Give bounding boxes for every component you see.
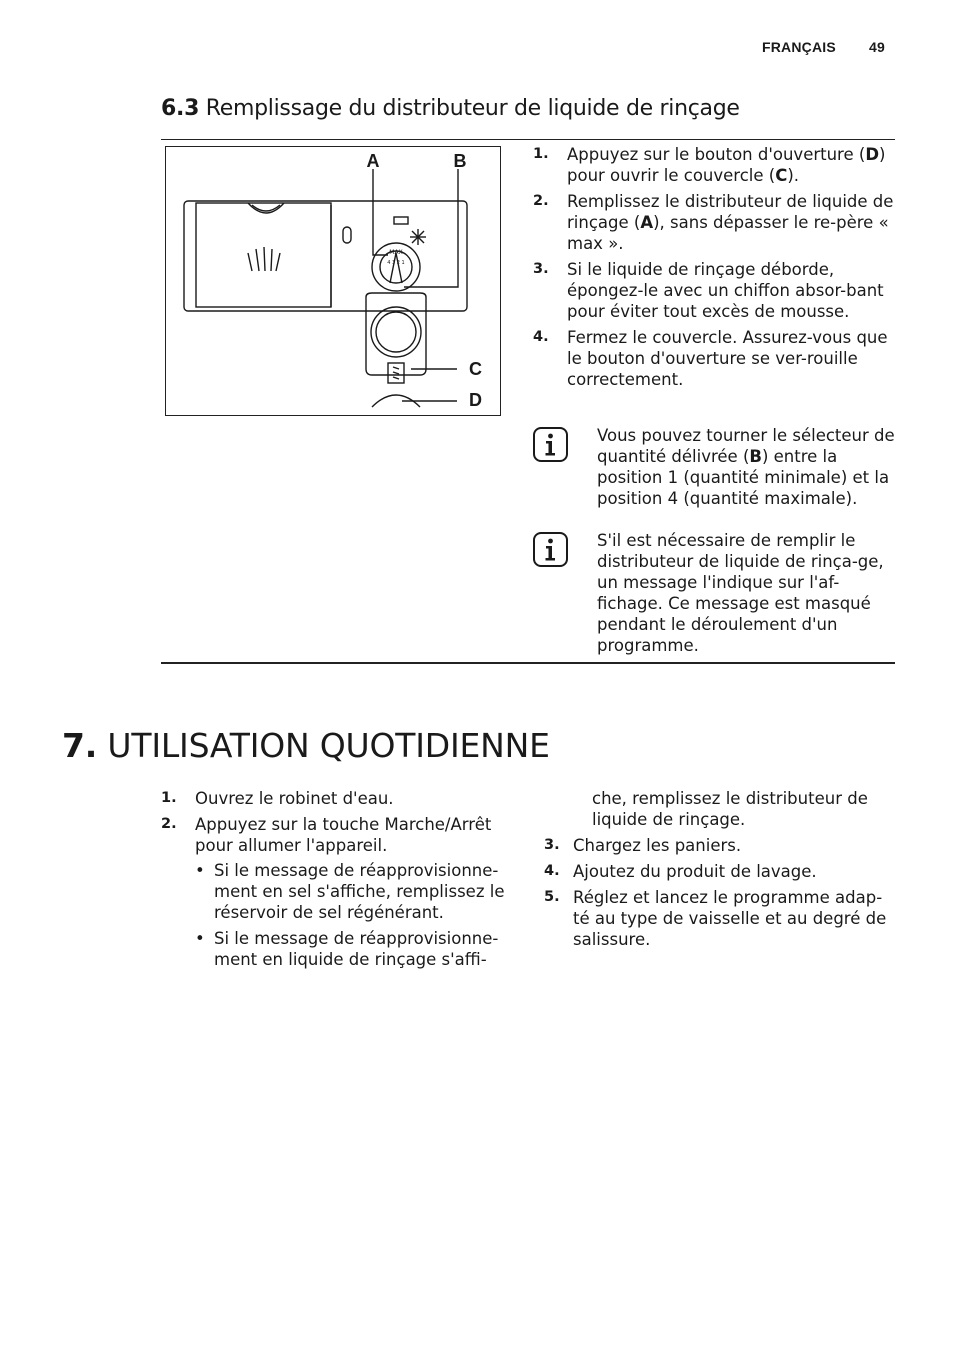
list-item: • Si le message de réapprovisionne-ment en liquide de rinçage s'affi- — [195, 928, 506, 970]
chapter-title — [62, 726, 550, 765]
daily-use-right-column — [544, 788, 896, 955]
list-item: 3. Si le liquide de rinçage déborde, épongez-le avec un chiffon absor-bant pour éviter tout excès de mousse. — [533, 260, 884, 321]
step-number: 2. — [533, 193, 549, 209]
list-item: 1. Ouvrez le robinet d'eau. — [161, 789, 394, 808]
dial-pointer — [390, 253, 402, 283]
step-number: 4. — [544, 863, 560, 879]
info-icon — [533, 532, 568, 567]
lid-c — [366, 293, 426, 311]
daily-use-left-column — [161, 788, 506, 975]
bullet-continuation: che, remplissez le distributeur de liquide de rinçage. — [592, 789, 868, 829]
bullet-list — [195, 860, 506, 970]
label-b: B — [453, 151, 467, 171]
step-number: 2. — [161, 816, 177, 832]
info-icon — [533, 427, 568, 462]
step-number: 4. — [533, 329, 549, 345]
tank-symbol — [394, 217, 408, 224]
leader-a — [373, 169, 388, 255]
indicator-window — [343, 227, 351, 243]
section-rule-top — [161, 139, 895, 140]
list-item: 2. Remplissez le distributeur de liquide de rinçage (A), sans dépasser le re-père « max ». — [533, 192, 894, 253]
dial-max-text: MAX — [389, 249, 403, 256]
label-c: C — [469, 359, 482, 379]
dispenser-figure — [165, 146, 501, 416]
label-d: D — [469, 390, 482, 410]
page-number: 49 — [869, 39, 885, 55]
section-title — [161, 96, 740, 121]
list-item: 5. Réglez et lancez le programme adap-té au type de vaisselle et au degré de salissure. — [544, 888, 887, 949]
step-number: 5. — [544, 889, 560, 905]
list-item: 2. Appuyez sur la touche Marche/Arrêt pour allumer l'appareil. • Si le message de réapprovisionne-ment en sel s'affiche, remplissez le réservoir de sel régénérant. • Si le message de réapprovisionne-ment en liquide de rinçage s'affi- — [161, 814, 506, 970]
step-number: 3. — [544, 837, 560, 853]
step-number: 1. — [161, 790, 177, 806]
label-a: A — [366, 151, 380, 171]
dial-numbers: 4 3 2 1 — [387, 260, 405, 266]
step-number: 1. — [533, 146, 549, 162]
header-section-label: FRANÇAIS — [762, 39, 836, 55]
info-note-selector: Vous pouvez tourner le sélecteur de quantité délivrée (B) entre la position 1 (quantité minimale) et la position 4 (quantité maximale). — [533, 425, 895, 509]
chapter-number: 7. — [62, 726, 98, 765]
list-item: 4. Fermez le couvercle. Assurez-vous que le bouton d'ouverture se ver-rouille correctement. — [533, 328, 888, 389]
detergent-lid — [196, 203, 331, 307]
section-number: 6.3 — [161, 96, 200, 121]
list-item: 4. Ajoutez du produit de lavage. — [544, 862, 817, 881]
section-rule-bottom — [161, 662, 895, 664]
info-note-display: S'il est nécessaire de remplir le distributeur de liquide de rinça-ge, un message l'indique sur l'af-fichage. Ce message est masqué pendant le déroulement d'un programme. — [533, 530, 895, 656]
list-item: • Si le message de réapprovisionne-ment en sel s'affiche, remplissez le réservoir de sel régénérant. — [195, 860, 506, 923]
step-number: 3. — [533, 261, 549, 277]
chapter-title-text: UTILISATION QUOTIDIENNE — [107, 726, 550, 765]
list-item: 1. Appuyez sur le bouton d'ouverture (D) pour ouvrir le couvercle (C). — [533, 145, 886, 185]
rinse-aid-steps — [533, 144, 895, 395]
dispenser-diagram — [166, 147, 500, 415]
detergent-symbol — [248, 247, 280, 271]
section-title-text: Remplissage du distributeur de liquide de rinçage — [205, 96, 740, 121]
list-item: 3. Chargez les paniers. — [544, 836, 742, 855]
